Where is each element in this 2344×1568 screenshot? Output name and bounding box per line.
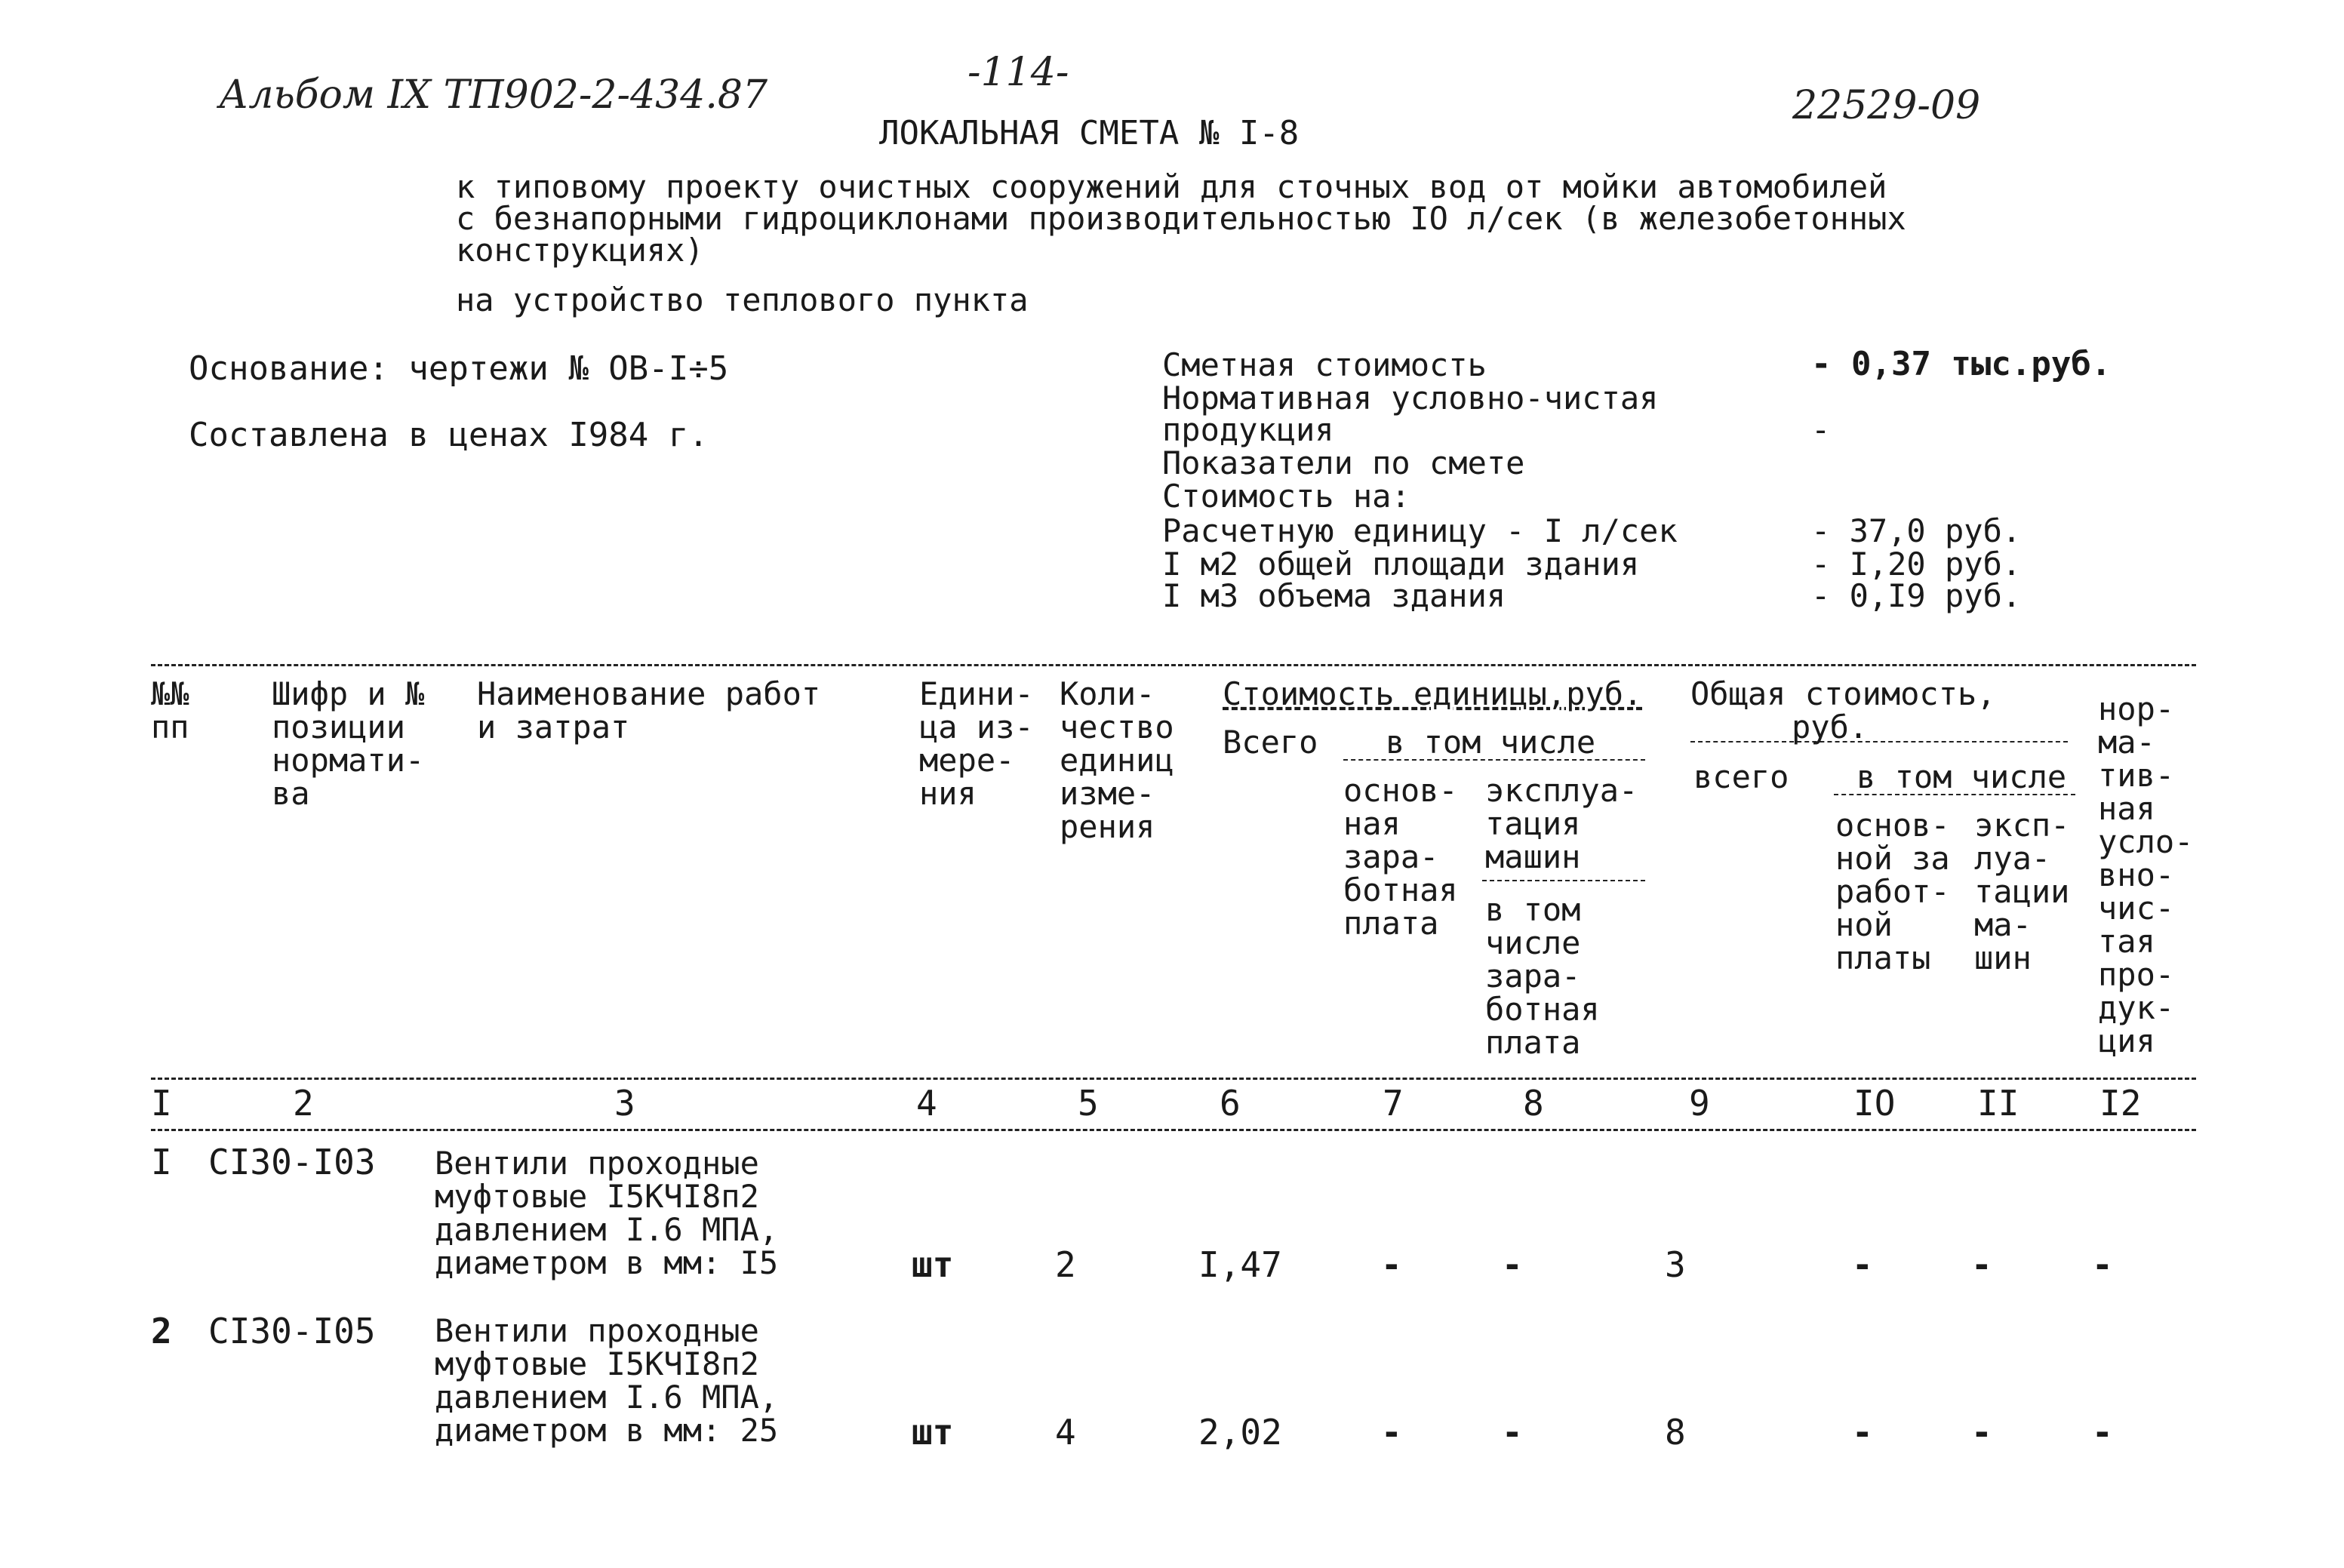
header-work-name: Наименование работ и затрат xyxy=(477,675,821,746)
summary-value: - I,20 руб. xyxy=(1811,546,2022,583)
row-total: 3 xyxy=(1665,1244,1686,1285)
header-code: Шифр и № позиции нормати- ва xyxy=(272,675,425,812)
col-number: 4 xyxy=(916,1083,937,1124)
album-reference: Альбом IX ТП902-2-434.87 xyxy=(219,72,768,118)
table-top-rule xyxy=(151,664,2196,666)
summary-label: продукция xyxy=(1162,411,1334,448)
description-line-2: с безнапорными гидроциклонами производительностью IO л/сек (в железобетонных xyxy=(456,200,1906,237)
estimate-title: ЛОКАЛЬНАЯ СМЕТА № I-8 xyxy=(879,114,1300,152)
header-unit: Едини- ца из- мере- ния xyxy=(919,675,1034,812)
summary-label: I м2 общей площади здания xyxy=(1162,546,1640,583)
row-unit-wage: - xyxy=(1381,1412,1402,1453)
header-total-wage: основ- ной за работ- ной платы xyxy=(1835,807,1950,976)
row-unit: шт xyxy=(912,1244,954,1285)
document-code: 22529-09 xyxy=(1792,83,1981,128)
header-unit-incl: в том числе xyxy=(1386,724,1596,761)
header-total-group-unit: руб. xyxy=(1792,709,1869,746)
row-norm: - xyxy=(2092,1244,2113,1285)
basis-drawings: Основание: чертежи № ОВ-I÷5 xyxy=(189,349,729,388)
col-number: 8 xyxy=(1523,1083,1544,1124)
row-total: 8 xyxy=(1665,1412,1686,1453)
summary-label: Показатели по смете xyxy=(1162,444,1525,481)
row-name: Вентили проходные муфтовые I5КЧI8п2 давлением I.6 МПА, диаметром в мм: I5 xyxy=(435,1145,779,1281)
header-total-incl: в том числе xyxy=(1856,758,2067,795)
row-unit: шт xyxy=(912,1412,954,1453)
col-number: 5 xyxy=(1078,1083,1099,1124)
summary-value: - 0,37 тыс.руб. xyxy=(1811,345,2112,383)
row-number: 2 xyxy=(151,1311,172,1351)
col-number: IO xyxy=(1853,1083,1896,1124)
row-unit-total: I,47 xyxy=(1198,1244,1282,1285)
header-total: всего xyxy=(1693,758,1789,795)
col-number: 6 xyxy=(1220,1083,1241,1124)
row-total-wage: - xyxy=(1852,1412,1873,1453)
header-unit-machine-wage: в том числе зара- ботная плата xyxy=(1485,891,1600,1061)
total-group-rule xyxy=(1690,741,2068,742)
header-quantity: Коли- чество единиц изме- рения xyxy=(1060,675,1174,845)
row-quantity: 4 xyxy=(1055,1412,1076,1453)
header-unit-total: Всего xyxy=(1223,724,1318,761)
basis-prices: Составлена в ценах I984 г. xyxy=(189,416,709,454)
row-total-machine: - xyxy=(1971,1244,1992,1285)
row-quantity: 2 xyxy=(1055,1244,1076,1285)
col-number: 3 xyxy=(614,1083,635,1124)
description-line-3: конструкциях) xyxy=(456,232,704,269)
row-unit-total: 2,02 xyxy=(1198,1412,1282,1453)
row-unit-machine: - xyxy=(1502,1244,1523,1285)
summary-value: - 37,0 руб. xyxy=(1811,512,2022,549)
header-bottom-rule xyxy=(151,1078,2196,1080)
col-number: I2 xyxy=(2099,1083,2142,1124)
estimate-subject: на устройство теплового пункта xyxy=(456,281,1029,318)
header-row-number: №№ пп xyxy=(151,675,189,746)
header-norm-product: нор- ма- тив- ная усло- вно- чис- тая про- дук- ция xyxy=(2098,690,2194,1059)
row-norm: - xyxy=(2092,1412,2113,1453)
summary-label: Расчетную единицу - I л/сек xyxy=(1162,512,1678,549)
row-number: I xyxy=(151,1142,172,1182)
machine-rule xyxy=(1482,880,1645,881)
page-number: -114- xyxy=(967,50,1069,95)
header-total-machine: эксп- луа- тации ма- шин xyxy=(1974,807,2070,976)
row-unit-wage: - xyxy=(1381,1244,1402,1285)
header-unit-cost-group: Стоимость единицы,руб. xyxy=(1223,675,1643,712)
summary-value: - xyxy=(1811,411,1831,448)
col-number: 2 xyxy=(293,1083,314,1124)
col-number: 9 xyxy=(1689,1083,1710,1124)
row-name: Вентили проходные муфтовые I5КЧI8п2 давлением I.6 МПА, диаметром в мм: 25 xyxy=(435,1312,779,1449)
col-number: II xyxy=(1977,1083,2019,1124)
col-number: I xyxy=(151,1083,172,1124)
row-code: CI30-I03 xyxy=(208,1142,376,1182)
summary-value: - 0,I9 руб. xyxy=(1811,577,2022,614)
col-numbers-rule xyxy=(151,1129,2196,1131)
header-unit-machine: эксплуа- тация машин xyxy=(1485,772,1638,875)
row-unit-machine: - xyxy=(1502,1412,1523,1453)
row-total-wage: - xyxy=(1852,1244,1873,1285)
description-line-1: к типовому проекту очистных сооружений для сточных вод от мойки автомобилей xyxy=(456,168,1887,205)
summary-label: Стоимость на: xyxy=(1162,478,1410,515)
header-unit-wage: основ- ная зара- ботная плата xyxy=(1343,772,1458,942)
summary-label: Сметная стоимость xyxy=(1162,346,1487,383)
summary-label: Нормативная условно-чистая xyxy=(1162,380,1659,417)
row-code: CI30-I05 xyxy=(208,1311,376,1351)
row-total-machine: - xyxy=(1971,1412,1992,1453)
summary-label: I м3 объема здания xyxy=(1162,577,1506,614)
col-number: 7 xyxy=(1383,1083,1404,1124)
header-total-group: Общая стоимость, xyxy=(1690,675,1996,712)
